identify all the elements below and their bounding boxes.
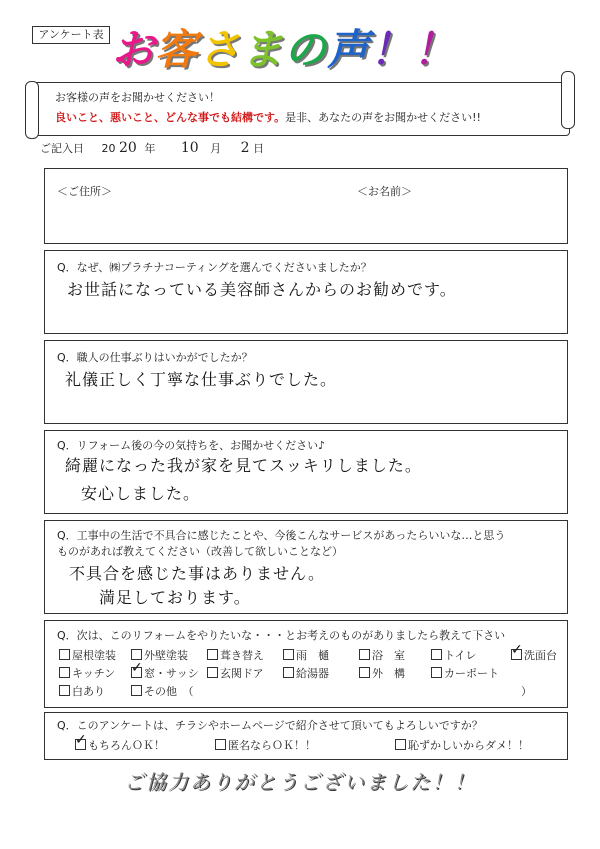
checkbox-label: 匿名ならＯＫ！！ bbox=[228, 739, 316, 752]
answer-3-line-2: 安心しました。 bbox=[81, 484, 201, 503]
checkbox-square[interactable] bbox=[431, 667, 442, 678]
checkbox-square[interactable] bbox=[207, 667, 218, 678]
checkbox-square[interactable] bbox=[207, 649, 218, 660]
question-1: Q．なぜ、㈱プラチナコーティングを選んでくださいましたか？ bbox=[57, 261, 372, 274]
banner-char: ま bbox=[241, 25, 285, 74]
year-handwritten: 20 bbox=[119, 140, 137, 156]
contact-box bbox=[44, 168, 568, 244]
scroll-curl-left bbox=[25, 81, 39, 139]
address-label: ＜ご住所＞ bbox=[57, 185, 112, 198]
name-label: ＜お名前＞ bbox=[357, 185, 412, 198]
checkbox-option[interactable] bbox=[207, 665, 283, 681]
question-box-6 bbox=[44, 712, 568, 760]
checkbox-square[interactable] bbox=[131, 685, 142, 696]
checkbox-label: 給湯器 bbox=[296, 667, 329, 680]
question-3: Q．リフォーム後の今の気持ちを、お聞かせください♪ bbox=[57, 439, 326, 452]
question-box-4 bbox=[44, 520, 568, 614]
banner-char: お bbox=[112, 25, 156, 74]
checkbox-label: 洗面台 bbox=[524, 649, 557, 662]
checkbox-option[interactable] bbox=[431, 665, 521, 681]
checkbox-label: 恥ずかしいからダメ！！ bbox=[408, 739, 529, 752]
checkbox-option[interactable] bbox=[131, 683, 251, 699]
question-4-line-1: Q．工事中の生活で不具合に感じたことや、今後こんなサービスがあったらいいな…と思う bbox=[57, 529, 506, 542]
question-6: Q．このアンケートは、チラシやホームページで紹介させて頂いてもよろしいですか？ bbox=[57, 719, 483, 732]
checkbox-label: トイレ bbox=[444, 649, 477, 662]
banner-char: の bbox=[284, 25, 328, 74]
checkbox-label: 浴 室 bbox=[372, 649, 405, 662]
checkbox-option[interactable] bbox=[131, 660, 207, 681]
check-mark-icon: ✓ bbox=[131, 660, 143, 676]
survey-tag: アンケート表 bbox=[32, 26, 110, 44]
checkbox-label: キッチン bbox=[72, 667, 116, 680]
checkbox-square[interactable] bbox=[359, 667, 370, 678]
checkbox-square[interactable] bbox=[59, 667, 70, 678]
checkbox-label: 窓・サッシ bbox=[144, 667, 199, 680]
checkbox-label: カーポート bbox=[444, 667, 499, 680]
answer-4-line-2: 満足しております。 bbox=[99, 588, 251, 607]
question-2: Q．職人の仕事ぶりはいかがでしたか？ bbox=[57, 351, 253, 364]
checkbox-option[interactable] bbox=[283, 647, 359, 663]
checkbox-label: 白あり bbox=[72, 685, 105, 698]
question-box-2 bbox=[44, 340, 568, 424]
checkbox-label: 葺き替え bbox=[220, 649, 264, 662]
banner-char: ！ bbox=[413, 25, 457, 74]
checkbox-option[interactable] bbox=[359, 665, 431, 681]
entry-date bbox=[40, 140, 264, 156]
answer-4-line-1: 不具合を感じた事はありません。 bbox=[69, 564, 325, 583]
other-close-paren: ） bbox=[521, 685, 532, 698]
checkbox-label: 玄関ドア bbox=[220, 667, 264, 680]
checkbox-label: 外 構 bbox=[372, 667, 405, 680]
checkbox-square[interactable] bbox=[131, 649, 142, 660]
check-mark-icon: ✓ bbox=[75, 732, 87, 748]
scroll-curl-right bbox=[561, 71, 575, 129]
checkbox-square[interactable] bbox=[431, 649, 442, 660]
question-box-3 bbox=[44, 430, 568, 514]
checkbox-option[interactable] bbox=[59, 683, 131, 699]
checkbox-square[interactable] bbox=[59, 685, 70, 696]
checkbox-label: もちろんＯＫ！ bbox=[88, 739, 165, 752]
answer-1: お世話になっている美容師さんからのお勧めです。 bbox=[67, 280, 457, 299]
month-handwritten: 10 bbox=[180, 140, 199, 156]
checkbox-square[interactable] bbox=[359, 649, 370, 660]
question-4-line-2: ものがあれば教えてください（改善して欲しいことなど） bbox=[57, 545, 343, 558]
checkbox-label: 外壁塗装 bbox=[144, 649, 188, 662]
checkbox-option[interactable] bbox=[395, 737, 565, 753]
day-handwritten: 2 bbox=[240, 140, 250, 156]
checklist-row-2 bbox=[59, 660, 521, 681]
checkbox-square[interactable] bbox=[283, 649, 294, 660]
month-unit: 月 bbox=[210, 142, 222, 155]
checkbox-label: その他 （ bbox=[144, 685, 194, 698]
year-unit: 年 bbox=[144, 142, 156, 155]
intro-red-text: 良いこと、悪いこと、どんな事でも結構です。 bbox=[55, 111, 286, 124]
checkbox-square[interactable] bbox=[395, 739, 406, 750]
checkbox-label: 屋根塗装 bbox=[72, 649, 116, 662]
checkbox-square[interactable] bbox=[283, 667, 294, 678]
checkbox-option[interactable] bbox=[215, 737, 395, 753]
intro-line-2 bbox=[55, 109, 481, 125]
date-label: ご記入日 bbox=[40, 142, 84, 155]
checklist-row-3 bbox=[59, 683, 251, 699]
intro-rest-text: 是非、あなたの声をお聞かせください!! bbox=[285, 111, 481, 124]
question-5: Q．次は、このリフォームをやりたいな・・・とお考えのものがありましたら教えて下さい bbox=[57, 629, 506, 642]
checkbox-option[interactable] bbox=[59, 665, 131, 681]
answer-2: 礼儀正しく丁寧な仕事ぶりでした。 bbox=[65, 370, 338, 389]
checkbox-option[interactable] bbox=[511, 642, 571, 663]
intro-scroll bbox=[30, 82, 570, 136]
consent-row bbox=[75, 732, 565, 753]
checkbox-square[interactable] bbox=[59, 649, 70, 660]
banner-char: 客 bbox=[155, 25, 199, 74]
banner-char: さ bbox=[198, 25, 242, 74]
answer-3-line-1: 綺麗になった我が家を見てスッキリしました。 bbox=[65, 456, 422, 475]
checkbox-option[interactable] bbox=[75, 732, 215, 753]
banner-char: ！ bbox=[370, 25, 414, 74]
checkbox-square[interactable] bbox=[215, 739, 226, 750]
banner-char: 声 bbox=[327, 25, 371, 74]
checkbox-option[interactable] bbox=[283, 665, 359, 681]
question-box-1 bbox=[44, 250, 568, 334]
checkbox-label: 雨 樋 bbox=[296, 649, 329, 662]
thanks-message: ご協力ありがとうございました！！ bbox=[124, 770, 476, 794]
checkbox-option[interactable] bbox=[359, 647, 431, 663]
year-prefix: 20 bbox=[101, 142, 116, 155]
checkbox-option[interactable] bbox=[59, 647, 131, 663]
banner-title bbox=[112, 20, 456, 80]
intro-line-1: お客様の声をお聞かせください！ bbox=[55, 91, 220, 104]
checkbox-option[interactable] bbox=[431, 647, 511, 663]
check-mark-icon: ✓ bbox=[511, 642, 523, 658]
day-unit: 日 bbox=[253, 142, 265, 155]
checkbox-option[interactable] bbox=[207, 647, 283, 663]
question-box-5 bbox=[44, 620, 568, 708]
